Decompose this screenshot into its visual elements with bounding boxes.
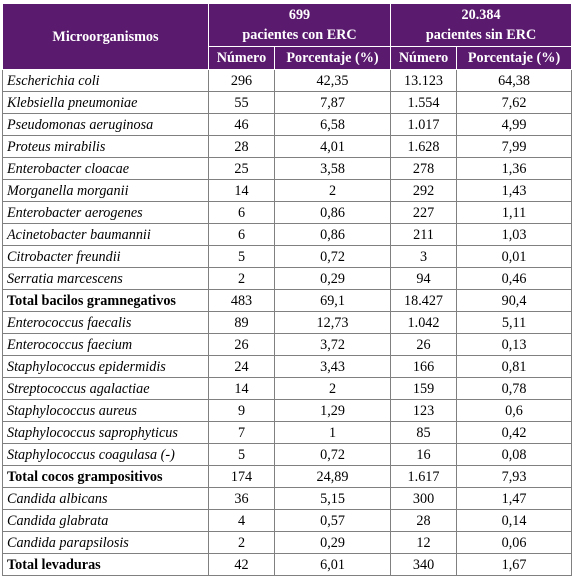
table-row bbox=[3, 136, 572, 158]
porcentaje-con-erc-cell: 0,86 bbox=[275, 202, 391, 224]
numero-con-erc-cell: 6 bbox=[209, 224, 275, 246]
table-row bbox=[3, 444, 572, 466]
microorganism-name-cell: Staphylococcus coagulasa (-) bbox=[3, 444, 209, 466]
table-row bbox=[3, 532, 572, 554]
microorganism-name-cell: Total bacilos gramnegativos bbox=[3, 290, 209, 312]
microorganism-name-cell: Enterococcus faecium bbox=[3, 334, 209, 356]
numero-sin-erc-cell: 12 bbox=[391, 532, 457, 554]
group-sin-erc-label: pacientes sin ERC bbox=[425, 27, 537, 43]
numero-con-erc-cell: 9 bbox=[209, 400, 275, 422]
table-row bbox=[3, 400, 572, 422]
porcentaje-sin-erc-cell: 7,99 bbox=[457, 136, 572, 158]
numero-sin-erc-cell: 211 bbox=[391, 224, 457, 246]
porcentaje-sin-erc-cell: 0,01 bbox=[457, 246, 572, 268]
porcentaje-sin-erc-cell: 0,06 bbox=[457, 532, 572, 554]
microorganism-name-cell: Enterobacter cloacae bbox=[3, 158, 209, 180]
numero-sin-erc-cell: 227 bbox=[391, 202, 457, 224]
numero-con-erc-cell: 24 bbox=[209, 356, 275, 378]
porcentaje-sin-erc-cell: 0,08 bbox=[457, 444, 572, 466]
microorganism-name-cell: Pseudomonas aeruginosa bbox=[3, 114, 209, 136]
table-row bbox=[3, 378, 572, 400]
porcentaje-sin-erc-cell: 64,38 bbox=[457, 70, 572, 92]
table-row bbox=[3, 488, 572, 510]
microorganism-name-cell: Candida parapsilosis bbox=[3, 532, 209, 554]
numero-con-erc-cell: 2 bbox=[209, 532, 275, 554]
numero-sin-erc-cell: 1.017 bbox=[391, 114, 457, 136]
microorganism-name-cell: Staphylococcus saprophyticus bbox=[3, 422, 209, 444]
porcentaje-con-erc-cell: 2 bbox=[275, 180, 391, 202]
numero-con-erc-cell: 5 bbox=[209, 444, 275, 466]
porcentaje-sin-erc-cell: 7,62 bbox=[457, 92, 572, 114]
porcentaje-con-erc-cell: 6,01 bbox=[275, 554, 391, 576]
porcentaje-con-erc-cell: 3,43 bbox=[275, 356, 391, 378]
porcentaje-sin-erc-cell: 0,6 bbox=[457, 400, 572, 422]
group-con-erc-label: pacientes con ERC bbox=[242, 27, 357, 43]
numero-sin-erc-cell: 166 bbox=[391, 356, 457, 378]
porcentaje-con-erc-cell: 4,01 bbox=[275, 136, 391, 158]
microorganism-name-cell: Total cocos grampositivos bbox=[3, 466, 209, 488]
header-porcentaje-con-erc: Porcentaje (%) bbox=[275, 47, 391, 70]
porcentaje-con-erc-cell: 42,35 bbox=[275, 70, 391, 92]
porcentaje-sin-erc-cell: 1,67 bbox=[457, 554, 572, 576]
porcentaje-sin-erc-cell: 90,4 bbox=[457, 290, 572, 312]
porcentaje-sin-erc-cell: 0,14 bbox=[457, 510, 572, 532]
microorganism-name-cell: Staphylococcus aureus bbox=[3, 400, 209, 422]
numero-sin-erc-cell: 123 bbox=[391, 400, 457, 422]
header-group-con-erc bbox=[209, 4, 391, 47]
porcentaje-con-erc-cell: 1 bbox=[275, 422, 391, 444]
microorganism-name-cell: Acinetobacter baumannii bbox=[3, 224, 209, 246]
numero-sin-erc-cell: 159 bbox=[391, 378, 457, 400]
numero-con-erc-cell: 26 bbox=[209, 334, 275, 356]
numero-con-erc-cell: 28 bbox=[209, 136, 275, 158]
numero-sin-erc-cell: 26 bbox=[391, 334, 457, 356]
porcentaje-con-erc-cell: 24,89 bbox=[275, 466, 391, 488]
porcentaje-con-erc-cell: 5,15 bbox=[275, 488, 391, 510]
table-row bbox=[3, 510, 572, 532]
numero-sin-erc-cell: 300 bbox=[391, 488, 457, 510]
porcentaje-con-erc-cell: 6,58 bbox=[275, 114, 391, 136]
porcentaje-sin-erc-cell: 7,93 bbox=[457, 466, 572, 488]
numero-con-erc-cell: 6 bbox=[209, 202, 275, 224]
numero-con-erc-cell: 2 bbox=[209, 268, 275, 290]
numero-sin-erc-cell: 278 bbox=[391, 158, 457, 180]
porcentaje-con-erc-cell: 7,87 bbox=[275, 92, 391, 114]
numero-con-erc-cell: 36 bbox=[209, 488, 275, 510]
numero-sin-erc-cell: 94 bbox=[391, 268, 457, 290]
microorganism-name-cell: Escherichia coli bbox=[3, 70, 209, 92]
total-row bbox=[3, 290, 572, 312]
numero-sin-erc-cell: 1.554 bbox=[391, 92, 457, 114]
table-row bbox=[3, 202, 572, 224]
table-row bbox=[3, 114, 572, 136]
porcentaje-con-erc-cell: 0,72 bbox=[275, 444, 391, 466]
numero-sin-erc-cell: 1.628 bbox=[391, 136, 457, 158]
porcentaje-sin-erc-cell: 0,42 bbox=[457, 422, 572, 444]
microorganism-name-cell: Staphylococcus epidermidis bbox=[3, 356, 209, 378]
porcentaje-con-erc-cell: 3,58 bbox=[275, 158, 391, 180]
numero-con-erc-cell: 89 bbox=[209, 312, 275, 334]
header-numero-con-erc: Número bbox=[209, 47, 275, 70]
table-row bbox=[3, 356, 572, 378]
microorganism-name-cell: Candida albicans bbox=[3, 488, 209, 510]
table-row bbox=[3, 70, 572, 92]
porcentaje-con-erc-cell: 1,29 bbox=[275, 400, 391, 422]
porcentaje-con-erc-cell: 3,72 bbox=[275, 334, 391, 356]
table-body bbox=[3, 70, 572, 576]
numero-sin-erc-cell: 85 bbox=[391, 422, 457, 444]
microorganism-name-cell: Serratia marcescens bbox=[3, 268, 209, 290]
numero-sin-erc-cell: 1.617 bbox=[391, 466, 457, 488]
numero-sin-erc-cell: 18.427 bbox=[391, 290, 457, 312]
table-row bbox=[3, 312, 572, 334]
numero-sin-erc-cell: 28 bbox=[391, 510, 457, 532]
porcentaje-con-erc-cell: 0,72 bbox=[275, 246, 391, 268]
porcentaje-sin-erc-cell: 0,13 bbox=[457, 334, 572, 356]
porcentaje-sin-erc-cell: 4,99 bbox=[457, 114, 572, 136]
porcentaje-con-erc-cell: 12,73 bbox=[275, 312, 391, 334]
numero-sin-erc-cell: 1.042 bbox=[391, 312, 457, 334]
numero-con-erc-cell: 14 bbox=[209, 378, 275, 400]
numero-con-erc-cell: 55 bbox=[209, 92, 275, 114]
porcentaje-sin-erc-cell: 1,11 bbox=[457, 202, 572, 224]
table-row bbox=[3, 422, 572, 444]
microorganism-name-cell: Streptococcus agalactiae bbox=[3, 378, 209, 400]
header-microorganismos: Microorganismos bbox=[3, 4, 209, 70]
table-row bbox=[3, 92, 572, 114]
microorganism-name-cell: Citrobacter freundii bbox=[3, 246, 209, 268]
porcentaje-sin-erc-cell: 1,43 bbox=[457, 180, 572, 202]
numero-con-erc-cell: 5 bbox=[209, 246, 275, 268]
porcentaje-sin-erc-cell: 0,46 bbox=[457, 268, 572, 290]
microorganism-name-cell: Candida glabrata bbox=[3, 510, 209, 532]
numero-sin-erc-cell: 3 bbox=[391, 246, 457, 268]
microorganism-name-cell: Proteus mirabilis bbox=[3, 136, 209, 158]
microorganism-table bbox=[2, 3, 572, 576]
numero-con-erc-cell: 25 bbox=[209, 158, 275, 180]
numero-con-erc-cell: 483 bbox=[209, 290, 275, 312]
total-row bbox=[3, 466, 572, 488]
table-row bbox=[3, 246, 572, 268]
microorganism-name-cell: Klebsiella pneumoniae bbox=[3, 92, 209, 114]
numero-con-erc-cell: 4 bbox=[209, 510, 275, 532]
porcentaje-con-erc-cell: 69,1 bbox=[275, 290, 391, 312]
table-row bbox=[3, 180, 572, 202]
porcentaje-con-erc-cell: 0,57 bbox=[275, 510, 391, 532]
porcentaje-con-erc-cell: 0,29 bbox=[275, 268, 391, 290]
numero-con-erc-cell: 296 bbox=[209, 70, 275, 92]
table-row bbox=[3, 224, 572, 246]
microorganism-name-cell: Total levaduras bbox=[3, 554, 209, 576]
microorganism-name-cell: Enterobacter aerogenes bbox=[3, 202, 209, 224]
porcentaje-sin-erc-cell: 1,47 bbox=[457, 488, 572, 510]
header-group-sin-erc bbox=[391, 4, 572, 47]
porcentaje-sin-erc-cell: 1,03 bbox=[457, 224, 572, 246]
header-numero-sin-erc: Número bbox=[391, 47, 457, 70]
porcentaje-sin-erc-cell: 0,81 bbox=[457, 356, 572, 378]
numero-con-erc-cell: 46 bbox=[209, 114, 275, 136]
porcentaje-con-erc-cell: 0,86 bbox=[275, 224, 391, 246]
group-con-erc-count: 699 bbox=[288, 7, 311, 23]
microorganism-name-cell: Morganella morganii bbox=[3, 180, 209, 202]
porcentaje-sin-erc-cell: 1,36 bbox=[457, 158, 572, 180]
numero-sin-erc-cell: 340 bbox=[391, 554, 457, 576]
numero-con-erc-cell: 174 bbox=[209, 466, 275, 488]
porcentaje-con-erc-cell: 0,29 bbox=[275, 532, 391, 554]
table-row bbox=[3, 334, 572, 356]
porcentaje-sin-erc-cell: 5,11 bbox=[457, 312, 572, 334]
numero-con-erc-cell: 7 bbox=[209, 422, 275, 444]
table-row bbox=[3, 158, 572, 180]
numero-sin-erc-cell: 13.123 bbox=[391, 70, 457, 92]
porcentaje-sin-erc-cell: 0,78 bbox=[457, 378, 572, 400]
table-row bbox=[3, 268, 572, 290]
group-sin-erc-count: 20.384 bbox=[461, 7, 501, 23]
numero-con-erc-cell: 14 bbox=[209, 180, 275, 202]
numero-sin-erc-cell: 292 bbox=[391, 180, 457, 202]
total-row bbox=[3, 554, 572, 576]
numero-sin-erc-cell: 16 bbox=[391, 444, 457, 466]
porcentaje-con-erc-cell: 2 bbox=[275, 378, 391, 400]
header-porcentaje-sin-erc: Porcentaje (%) bbox=[457, 47, 572, 70]
microorganism-name-cell: Enterococcus faecalis bbox=[3, 312, 209, 334]
numero-con-erc-cell: 42 bbox=[209, 554, 275, 576]
